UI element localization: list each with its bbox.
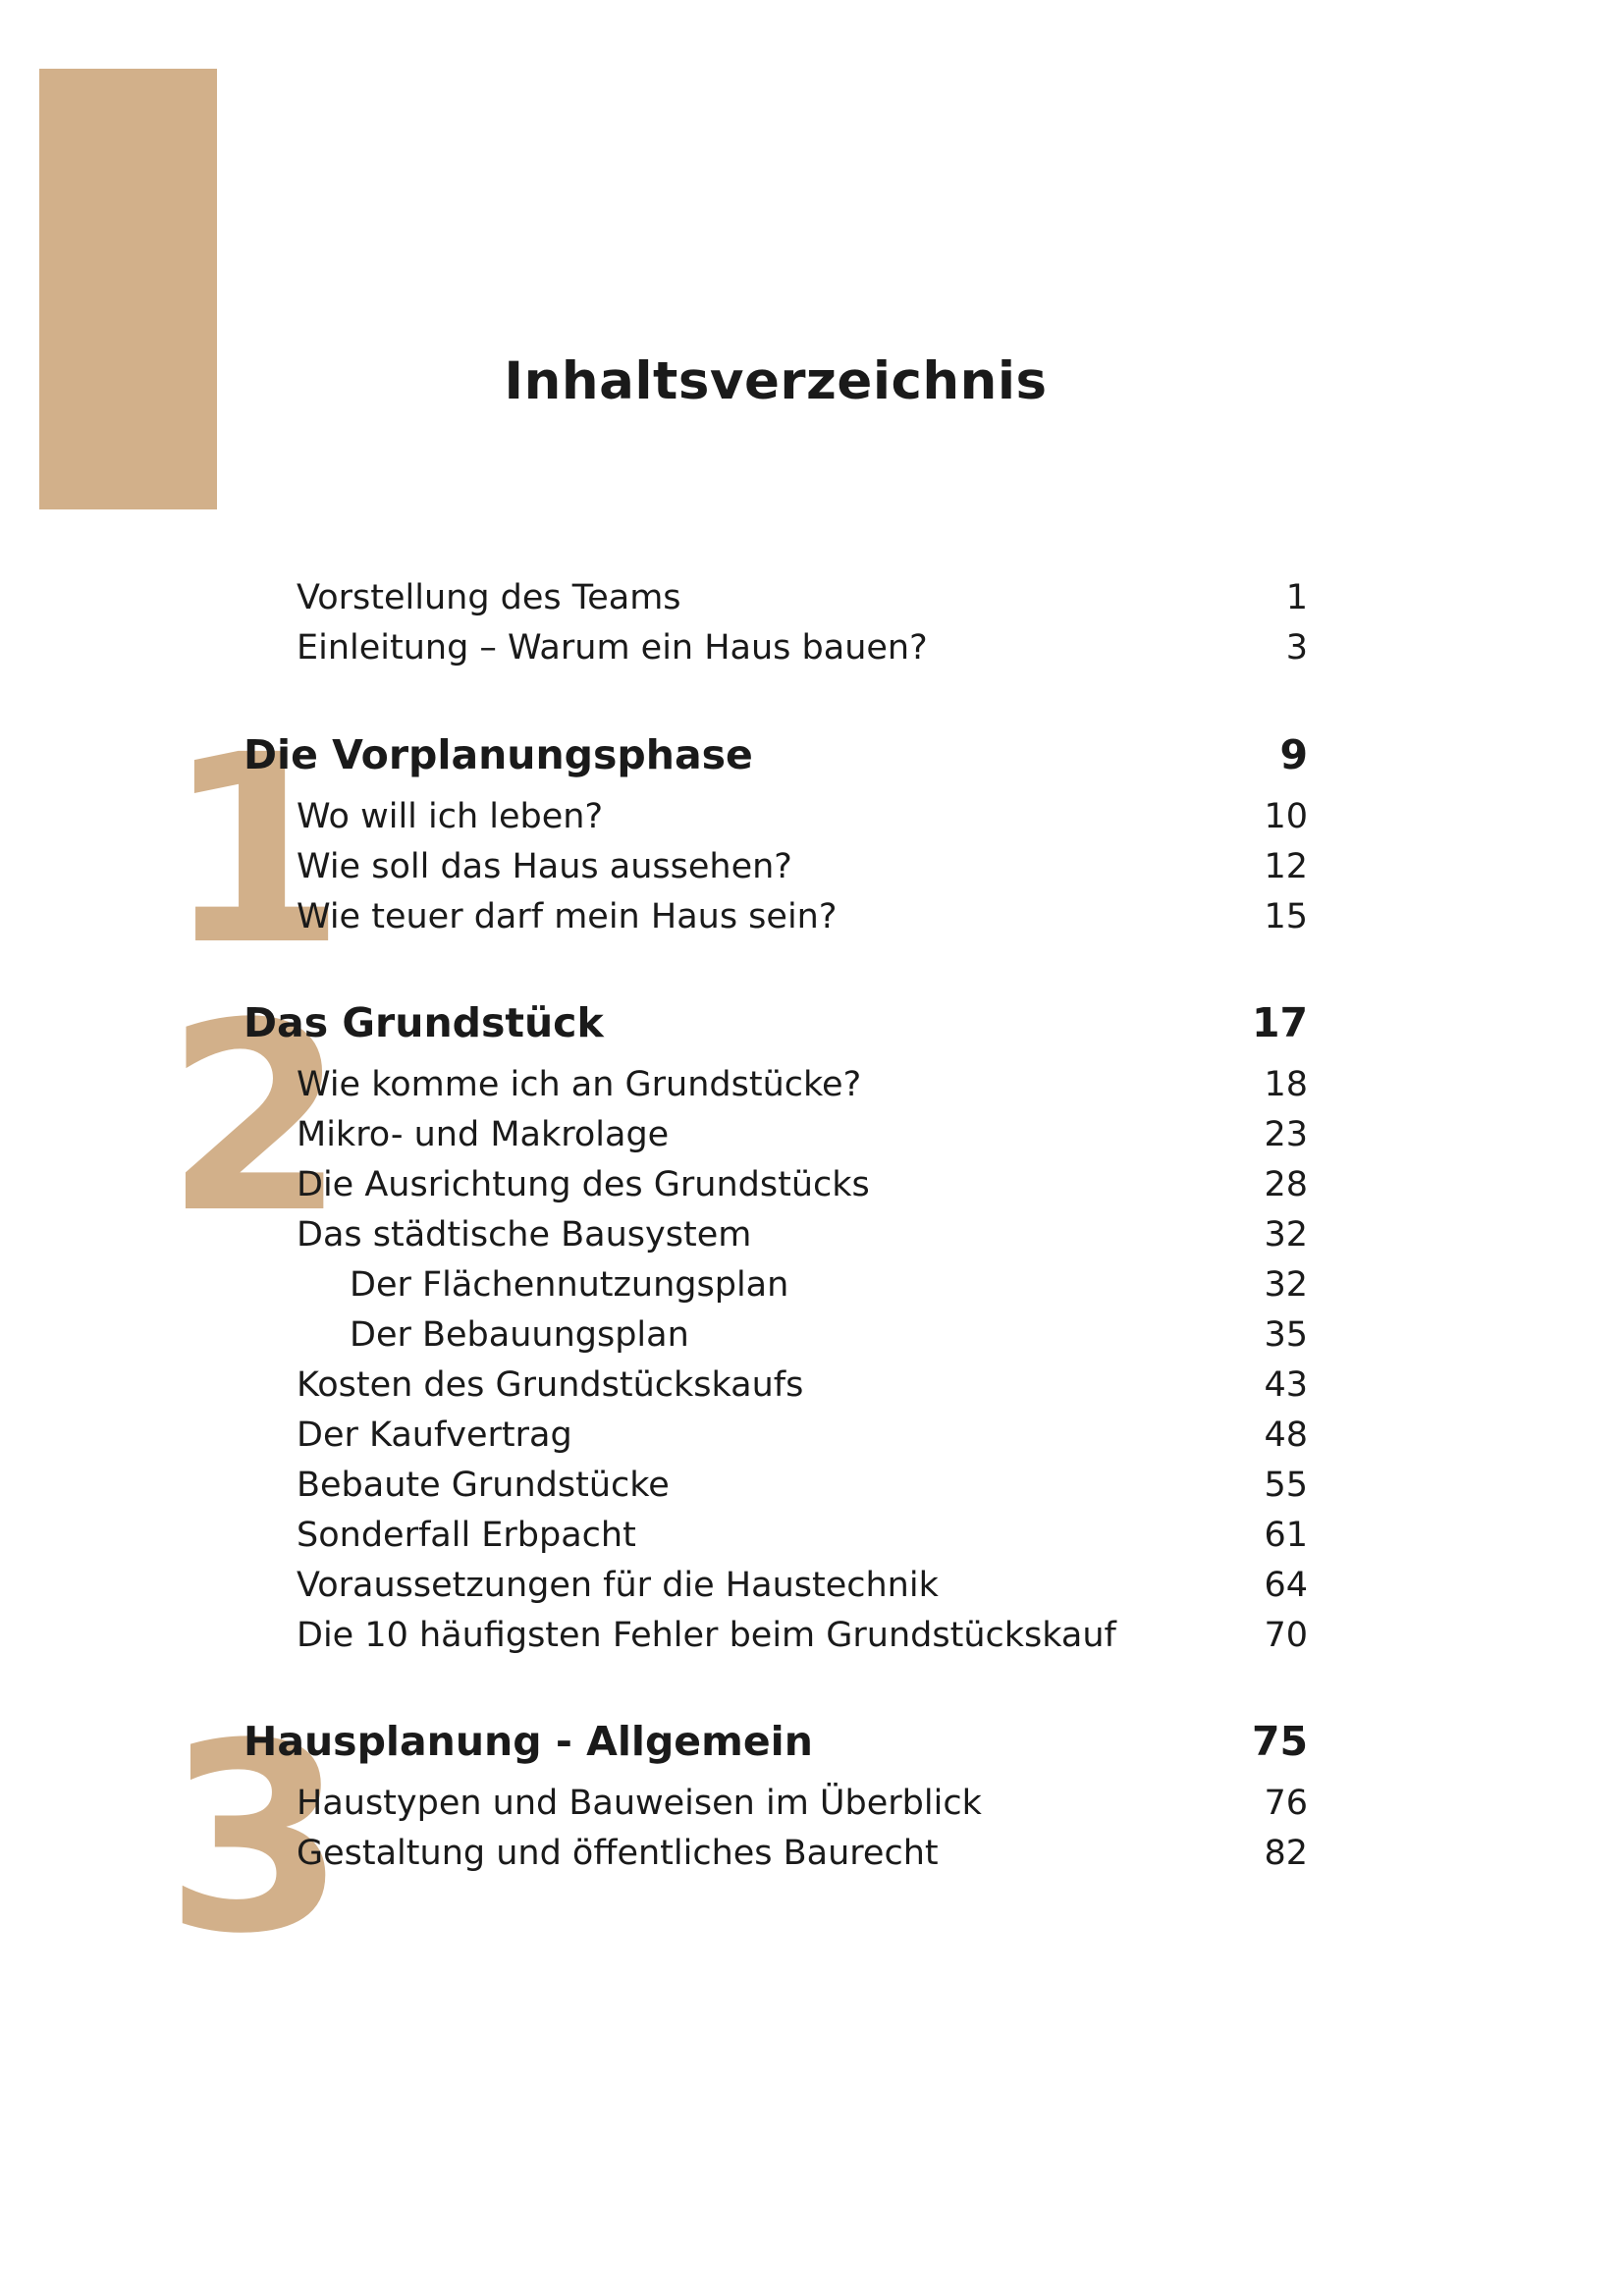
chapter-number-1: 1 bbox=[165, 700, 347, 1002]
toc-entry-label: Vorstellung des Teams bbox=[297, 578, 681, 617]
toc-entry-page: 10 bbox=[1264, 797, 1308, 836]
toc-entry-page: 32 bbox=[1264, 1215, 1308, 1255]
toc-entry-label: Der Flächennutzungsplan bbox=[350, 1265, 789, 1305]
chapter-page: 75 bbox=[1251, 1718, 1308, 1765]
toc-entry[interactable] bbox=[297, 623, 1308, 672]
toc-entry[interactable] bbox=[297, 1160, 1308, 1209]
toc-entry-label: Einleitung – Warum ein Haus bauen? bbox=[297, 628, 928, 667]
toc-entry-page: 12 bbox=[1264, 847, 1308, 886]
toc-entry-page: 32 bbox=[1264, 1265, 1308, 1305]
toc-entry[interactable] bbox=[297, 1060, 1308, 1109]
chapter-page: 17 bbox=[1251, 999, 1308, 1046]
toc-entry[interactable] bbox=[297, 892, 1308, 941]
toc-subentry[interactable] bbox=[350, 1260, 1308, 1309]
toc-entry-page: 70 bbox=[1264, 1616, 1308, 1655]
toc-entry[interactable] bbox=[297, 1210, 1308, 1259]
toc-entry-label: Die 10 häufigsten Fehler beim Grundstückskauf bbox=[297, 1616, 1116, 1655]
toc-entry-label: Das städtische Bausystem bbox=[297, 1215, 752, 1255]
chapter-page: 9 bbox=[1279, 731, 1308, 778]
toc-entry-label: Wie soll das Haus aussehen? bbox=[297, 847, 792, 886]
chapter-title: Hausplanung - Allgemein bbox=[244, 1718, 813, 1765]
toc-entry[interactable] bbox=[297, 1829, 1308, 1878]
toc-entry-page: 64 bbox=[1264, 1566, 1308, 1605]
chapter-heading[interactable] bbox=[244, 727, 1308, 782]
toc-entry-page: 23 bbox=[1264, 1115, 1308, 1154]
toc-entry-label: Haustypen und Bauweisen im Überblick bbox=[297, 1784, 982, 1823]
page-title: Inhaltsverzeichnis bbox=[504, 351, 1048, 411]
toc-entry[interactable] bbox=[297, 1361, 1308, 1410]
toc-entry-page: 82 bbox=[1264, 1834, 1308, 1873]
toc-entry-label: Wo will ich leben? bbox=[297, 797, 604, 836]
toc-entry[interactable] bbox=[297, 792, 1308, 841]
toc-entry-label: Sonderfall Erbpacht bbox=[297, 1516, 636, 1555]
chapter-number-3: 3 bbox=[165, 1688, 347, 1991]
toc-entry[interactable] bbox=[297, 842, 1308, 891]
toc-entry-label: Der Kaufvertrag bbox=[297, 1415, 572, 1455]
chapter-title: Das Grundstück bbox=[244, 999, 604, 1046]
toc-subentry[interactable] bbox=[350, 1310, 1308, 1360]
toc-entry-label: Der Bebauungsplan bbox=[350, 1315, 689, 1355]
chapter-heading[interactable] bbox=[244, 995, 1308, 1050]
toc-entry-page: 35 bbox=[1264, 1315, 1308, 1355]
toc-entry-label: Bebaute Grundstücke bbox=[297, 1466, 670, 1505]
toc-entry-page: 28 bbox=[1264, 1165, 1308, 1204]
toc-entry-label: Mikro- und Makrolage bbox=[297, 1115, 670, 1154]
toc-entry-page: 15 bbox=[1264, 897, 1308, 936]
toc-entry-page: 1 bbox=[1285, 578, 1308, 617]
toc-entry-page: 48 bbox=[1264, 1415, 1308, 1455]
toc-entry[interactable] bbox=[297, 1561, 1308, 1610]
toc-entry-page: 18 bbox=[1264, 1065, 1308, 1104]
toc-entry-label: Die Ausrichtung des Grundstücks bbox=[297, 1165, 870, 1204]
toc-entry-label: Voraussetzungen für die Haustechnik bbox=[297, 1566, 939, 1605]
toc-entry[interactable] bbox=[297, 1511, 1308, 1560]
toc-entry-label: Wie komme ich an Grundstücke? bbox=[297, 1065, 862, 1104]
chapter-number-2: 2 bbox=[165, 968, 347, 1270]
toc-entry-page: 61 bbox=[1264, 1516, 1308, 1555]
toc-entry[interactable] bbox=[297, 573, 1308, 622]
toc-entry-page: 76 bbox=[1264, 1784, 1308, 1823]
toc-entry-page: 3 bbox=[1285, 628, 1308, 667]
toc-entry[interactable] bbox=[297, 1411, 1308, 1460]
chapter-title: Die Vorplanungsphase bbox=[244, 731, 753, 778]
chapter-heading[interactable] bbox=[244, 1714, 1308, 1769]
toc-entry[interactable] bbox=[297, 1779, 1308, 1828]
toc-entry[interactable] bbox=[297, 1461, 1308, 1510]
toc-entry-label: Kosten des Grundstückskaufs bbox=[297, 1365, 804, 1405]
toc-entry-label: Gestaltung und öffentliches Baurecht bbox=[297, 1834, 939, 1873]
toc-entry-label: Wie teuer darf mein Haus sein? bbox=[297, 897, 838, 936]
toc-entry-page: 43 bbox=[1264, 1365, 1308, 1405]
toc-entry[interactable] bbox=[297, 1110, 1308, 1159]
toc-entry[interactable] bbox=[297, 1611, 1308, 1660]
toc-entry-page: 55 bbox=[1264, 1466, 1308, 1505]
accent-block bbox=[39, 69, 217, 509]
